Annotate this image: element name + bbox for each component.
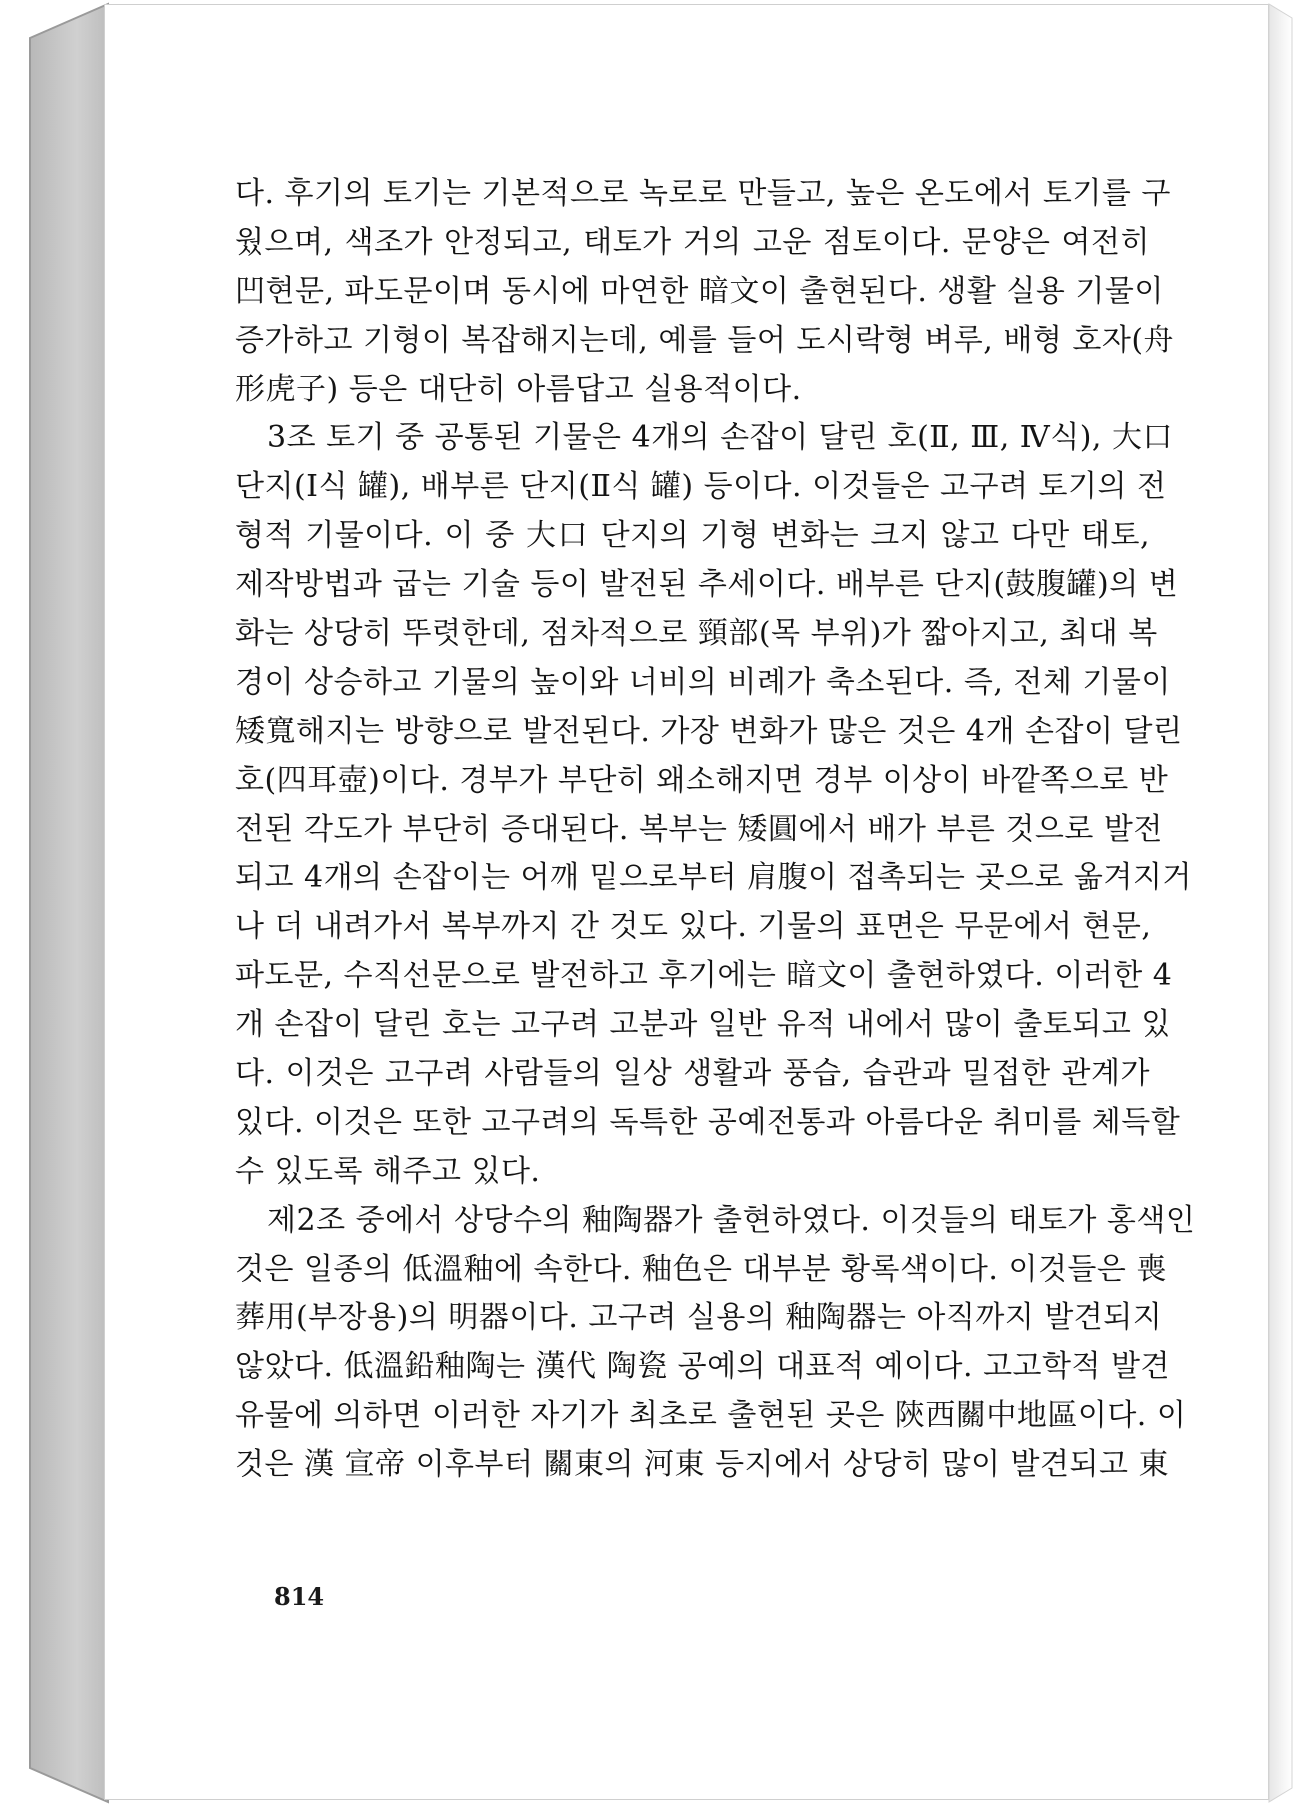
text-line: 전된 각도가 부단히 증대된다. 복부는 矮圓에서 배가 부른 것으로 발전 — [235, 811, 1163, 847]
text-line: 파도문, 수직선문으로 발전하고 후기에는 暗文이 출현하였다. 이러한 4 — [235, 958, 1173, 994]
text-line: 웠으며, 색조가 안정되고, 태토가 거의 고운 점토이다. 문양은 여전히 — [235, 224, 1150, 260]
text-line: 않았다. 低溫鉛釉陶는 漢代 陶瓷 공예의 대표적 예이다. 고고학적 발견 — [235, 1349, 1170, 1385]
text-line: 다. 이것은 고구려 사람들의 일상 생활과 풍습, 습관과 밀접한 관계가 — [235, 1056, 1150, 1092]
text-line: 유물에 의하면 이러한 자기가 최초로 출현된 곳은 陝西關中地區이다. 이 — [235, 1398, 1187, 1434]
text-line: 되고 4개의 손잡이는 어깨 밑으로부터 肩腹이 접촉되는 곳으로 옮겨지거 — [235, 860, 1192, 896]
text-line: 다. 후기의 토기는 기본적으로 녹로로 만들고, 높은 온도에서 토기를 구 — [235, 176, 1171, 211]
page-number: 814 — [274, 1582, 325, 1611]
text-line: 화는 상당히 뚜렷한데, 점차적으로 頸部(목 부위)가 짧아지고, 최대 복 — [235, 616, 1158, 652]
text-line: 凹현문, 파도문이며 동시에 마연한 暗文이 출현된다. 생활 실용 기물이 — [235, 273, 1164, 309]
text-line: 것은 漢 宣帝 이후부터 關東의 河東 등지에서 상당히 많이 발견되고 東 — [235, 1447, 1169, 1483]
text-line: 단지(Ⅰ식 罐), 배부른 단지(Ⅱ식 罐) 등이다. 이것들은 고구려 토기의 전 — [235, 469, 1167, 505]
text-line: 제작방법과 굽는 기술 등이 발전된 추세이다. 배부른 단지(鼓腹罐)의 변 — [235, 567, 1179, 603]
text-line: 나 더 내려가서 복부까지 간 것도 있다. 기물의 표면은 무문에서 현문, — [235, 909, 1152, 945]
text-line: 증가하고 기형이 복잡해지는데, 예를 들어 도시락형 벼루, 배형 호자(舟 — [235, 322, 1175, 358]
text-line: 葬用(부장용)의 明器이다. 고구려 실용의 釉陶器는 아직까지 발견되지 — [235, 1300, 1163, 1336]
book-spine — [0, 0, 110, 1806]
text-line: 矮寬해지는 방향으로 발전된다. 가장 변화가 많은 것은 4개 손잡이 달린 — [235, 713, 1183, 749]
body-text — [235, 170, 1196, 1490]
text-line: 경이 상승하고 기물의 높이와 너비의 비례가 축소된다. 즉, 전체 기물이 — [235, 664, 1171, 700]
text-line: 호(四耳壺)이다. 경부가 부단히 왜소해지면 경부 이상이 바깥쪽으로 반 — [235, 762, 1169, 798]
text-line: 개 손잡이 달린 호는 고구려 고분과 일반 유적 내에서 많이 출토되고 있 — [235, 1007, 1171, 1043]
text-line: 形虎子) 등은 대단히 아름답고 실용적이다. — [235, 371, 802, 407]
text-line: 수 있도록 해주고 있다. — [235, 1153, 541, 1189]
text-line: 있다. 이것은 또한 고구려의 독특한 공예전통과 아름다운 취미를 체득할 — [235, 1104, 1181, 1140]
text-line: 3조 토기 중 공통된 기물은 4개의 손잡이 달린 호(Ⅱ, Ⅲ, Ⅳ식), 大口 — [267, 420, 1173, 456]
text-line: 형적 기물이다. 이 중 大口 단지의 기형 변화는 크지 않고 다만 태토, — [235, 518, 1150, 554]
text-line: 제2조 중에서 상당수의 釉陶器가 출현하였다. 이것들의 태토가 홍색인 — [267, 1202, 1196, 1238]
page-edge-shadow — [1262, 0, 1305, 1806]
text-line: 것은 일종의 低溫釉에 속한다. 釉色은 대부분 황록색이다. 이것들은 喪 — [235, 1251, 1167, 1287]
